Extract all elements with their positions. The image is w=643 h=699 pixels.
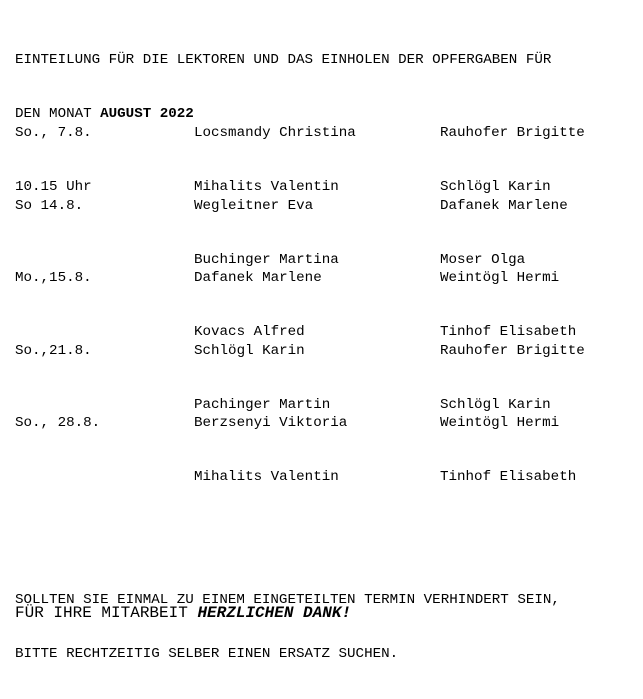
schedule-entry: [15, 378, 635, 485]
entry-date-line: So., 28.8.: [15, 415, 101, 431]
entry-date-line: 10.15 Uhr: [15, 179, 92, 195]
header-month: AUGUST 2022: [100, 106, 194, 122]
opfergaben-name: Rauhofer Brigitte: [440, 125, 585, 141]
thanks-prefix: FÜR IHRE MITARBEIT: [15, 604, 198, 622]
opfergaben-name: Moser Olga: [440, 252, 526, 268]
entry-date: [15, 378, 100, 522]
opfergaben-name: Weintögl Hermi: [440, 415, 560, 431]
opfergaben-name: Tinhof Elisabeth: [440, 324, 577, 340]
entry-date-line: Mo.,15.8.: [15, 270, 92, 286]
lektor-name: Locsmandy Christina: [194, 125, 356, 141]
entry-date-line: [15, 468, 100, 486]
thanks-line: [15, 603, 351, 623]
lektor-name: Mihalits Valentin: [194, 179, 339, 195]
notice-line-1: SOLLTEN SIE EINMAL ZU EINEM EINGETEILTEN TERMIN VERHINDERT SEIN,: [15, 592, 560, 608]
lektor-name: Berzsenyi Viktoria: [194, 415, 348, 431]
opfergaben-name: Rauhofer Brigitte: [440, 343, 585, 359]
entry-opfergaben: [440, 378, 576, 522]
header-month-prefix: DEN MONAT: [15, 106, 101, 122]
entry-date-line: So.,21.8.: [15, 343, 92, 359]
schedule-entry: [15, 306, 635, 413]
opfergaben-name: Tinhof Elisabeth: [440, 469, 577, 485]
entry-lektoren: [194, 378, 347, 522]
lektor-name: Wegleitner Eva: [194, 198, 314, 214]
entry-date-line: So., 7.8.: [15, 125, 92, 141]
notice-line-2: BITTE RECHTZEITIG SELBER EINEN ERSATZ SUCHEN.: [15, 646, 399, 662]
lektor-name: Dafanek Marlene: [194, 270, 322, 286]
header-line-1: EINTEILUNG FÜR DIE LEKTOREN UND DAS EINHOLEN DER OPFERGABEN FÜR: [15, 52, 552, 68]
schedule-entry: [15, 88, 635, 195]
schedule-entry: [15, 161, 635, 268]
thanks-emphasis: HERZLICHEN DANK!: [197, 604, 352, 622]
opfergaben-name: Weintögl Hermi: [440, 270, 560, 286]
lektor-name: Buchinger Martina: [194, 252, 339, 268]
opfergaben-name: Schlögl Karin: [440, 179, 551, 195]
lektor-name: Mihalits Valentin: [194, 469, 339, 485]
lektor-name: Kovacs Alfred: [194, 324, 305, 340]
entry-date-line: So 14.8.: [15, 198, 84, 214]
lektor-name: Pachinger Martin: [194, 397, 331, 413]
opfergaben-name: Dafanek Marlene: [440, 198, 568, 214]
lektor-name: Schlögl Karin: [194, 343, 305, 359]
notice-text: [15, 555, 635, 699]
opfergaben-name: Schlögl Karin: [440, 397, 551, 413]
schedule-entry: [15, 233, 635, 340]
